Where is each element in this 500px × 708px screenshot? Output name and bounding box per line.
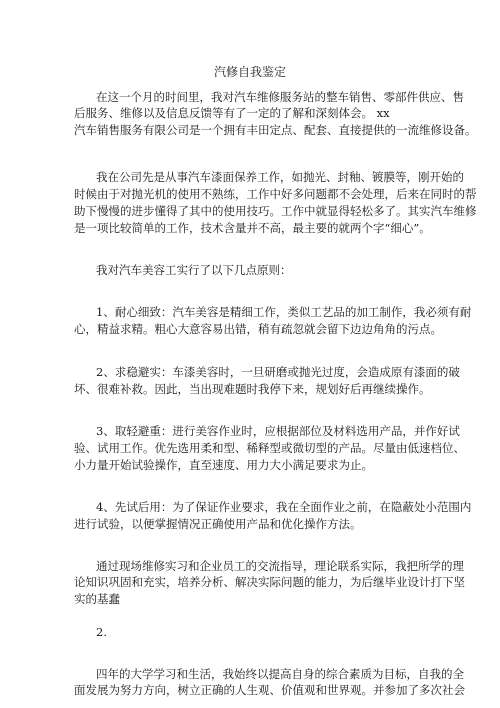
text-line: 论知识巩固和充实，培养分析、解决实际问题的能力，为后继毕业设计打下坚	[74, 575, 465, 590]
text-line: 面发展为努力方向，树立正确的人生观、价值观和世界观。并参加了多次社会	[74, 683, 465, 698]
text-line: 后服务、维修以及信息反馈等有了一定的了解和深刻体会。 xx	[74, 106, 390, 121]
text-line: 汽车销售服务有限公司是一个拥有丰田定点、配套、直接提供的一流维修设备。	[74, 123, 477, 138]
text-line: 时候由于对抛光机的使用不熟练，工作中好多问题都不会处理，后来在同时的帮	[74, 186, 477, 201]
text-line: 在这一个月的时间里，我对汽车维修服务站的整车销售、零部件供应、售	[96, 89, 464, 104]
text-line: 四年的大学学习和生活，我始终以提高自身的综合素质为目标，自我的全	[96, 666, 464, 681]
text-line: 验、试用工作。优先选用柔和型、稀释型或微切型的产品。尽量由低速档位、	[74, 440, 465, 455]
text-line: 我在公司先是从事汽车漆面保养工作，如抛光、封釉、镀膜等，刚开始的	[96, 170, 464, 184]
text-line: 进行试验，以便掌握情况正确使用产品和优化操作方法。	[74, 517, 362, 531]
text-line: 是一项比较简单的工作，技术含量并不高，最主要的就两个字“细心”。	[74, 220, 431, 235]
page-title: 汽修自我鉴定	[213, 65, 286, 79]
text-line: 助下慢慢的进步懂得了其中的使用技巧。工作中就显得轻松多了。其实汽车维修	[74, 203, 477, 218]
text-line: 2、求稳避实：车漆美容时，一旦研磨或抛光过度，会造成原有漆面的破	[96, 364, 460, 379]
text-line: 2.	[96, 624, 107, 639]
text-line: 通过现场维修实习和企业员工的交流指导，理论联系实际，我把所学的理	[96, 558, 464, 573]
text-line: 坏、很难补救。因此，当出现难题时我停下来，规划好后再继续操作。	[74, 381, 431, 396]
text-line: 3、取轻避重：进行美容作业时，应根据部位及材料选用产品，并作好试	[96, 424, 460, 438]
text-line: 我对汽车美容工实行了以下几点原则：	[96, 263, 292, 277]
text-line: 心，精益求精。粗心大意容易出错，稍有疏忽就会留下边边角角的污点。	[74, 322, 442, 337]
text-line: 小力量开始试验操作，直至速度、用力大小满足要求为止。	[74, 457, 373, 472]
text-line: 1、耐心细致：汽车美容是精细工作，类似工艺品的加工制作，我必须有耐	[96, 305, 472, 320]
text-line: 实的基蠢	[74, 592, 120, 607]
text-line: 4、先试后用：为了保证作业要求，我在全面作业之前，在隐蔽处小范围内	[96, 500, 472, 515]
